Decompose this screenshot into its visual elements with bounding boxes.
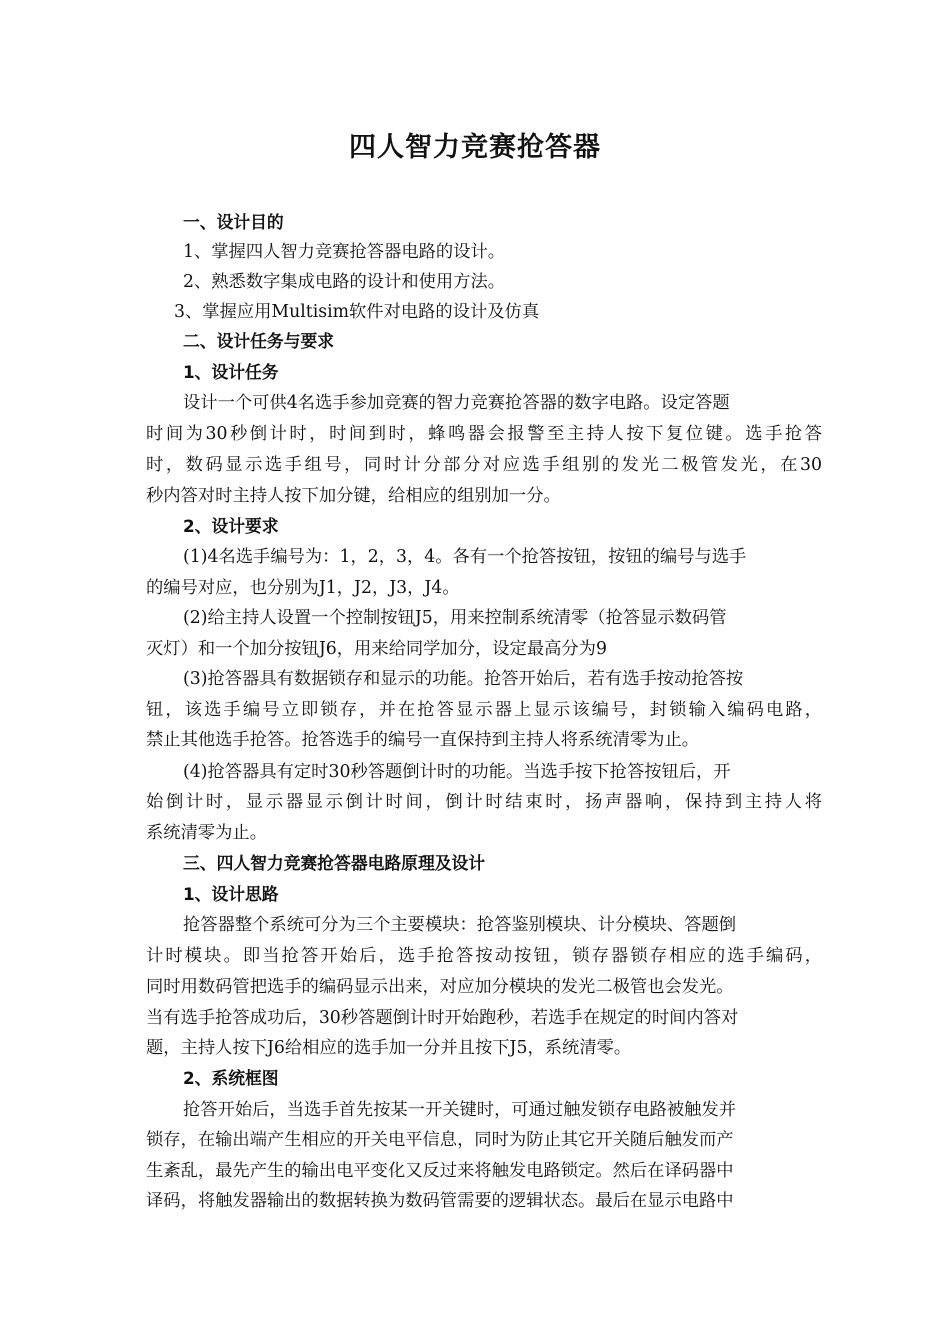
paragraph-line: (3)抢答器具有数据锁存和显示的功能。抢答开始后，若有选手按动抢答按	[183, 669, 744, 689]
paragraph-line: 始倒计时，显示器显示倒计时间，倒计时结束时，扬声器响，保持到主持人将	[146, 792, 822, 812]
paragraph-line: 时，数码显示选手组号，同时计分部分对应选手组别的发光二极管发光，在30	[146, 455, 822, 475]
subsection-heading-block-diagram: 2、系统框图	[183, 1068, 279, 1088]
paragraph-line: 抢答开始后，当选手首先按某一开关键时，可通过触发锁存电路被触发并	[183, 1100, 737, 1120]
paragraph-line: 当有选手抢答成功后，30秒答题倒计时开始跑秒，若选手在规定的时间内答对	[146, 1008, 739, 1028]
objective-item-1: 1、掌握四人智力竞赛抢答器电路的设计。	[183, 242, 506, 262]
paragraph-line: 计时模块。即当抢答开始后，选手抢答按动按钮，锁存器锁存相应的选手编码，	[146, 946, 822, 966]
paragraph-line: 题，主持人按下J6给相应的选手加一分并且按下J5，系统清零。	[146, 1038, 632, 1058]
subsection-heading-task: 1、设计任务	[183, 362, 279, 382]
paragraph-line: 设计一个可供4名选手参加竞赛的智力竞赛抢答器的数字电路。设定答题	[183, 393, 730, 413]
paragraph-line: (2)给主持人设置一个控制按钮J5，用来控制系统清零（抢答显示数码管	[183, 608, 727, 628]
paragraph-line: 秒内答对时主持人按下加分键，给相应的组别加一分。	[146, 486, 561, 506]
paragraph-line: 时间为30秒倒计时，时间到时，蜂鸣器会报警至主持人按下复位键。选手抢答	[146, 424, 822, 444]
paragraph-line: 生紊乱，最先产生的输出电平变化又反过来将触发电路锁定。然后在译码器中	[146, 1161, 734, 1181]
paragraph-line: (1)4名选手编号为：1，2，3，4。各有一个抢答按钮，按钮的编号与选手	[183, 547, 747, 567]
paragraph-line: 灭灯）和一个加分按钮J6，用来给同学加分，设定最高分为9	[146, 639, 607, 659]
paragraph-line: 的编号对应，也分别为J1，J2，J3，J4。	[146, 578, 460, 598]
paragraph-line: 系统清零为止。	[146, 823, 267, 843]
section-heading-3: 三、四人智力竞赛抢答器电路原理及设计	[183, 853, 486, 873]
paragraph-line: 禁止其他选手抢答。抢答选手的编号一直保持到主持人将系统清零为止。	[146, 730, 700, 750]
paragraph-line: 译码，将触发器输出的数据转换为数码管需要的逻辑状态。最后在显示电路中	[146, 1191, 734, 1211]
subsection-heading-design-idea: 1、设计思路	[183, 884, 279, 904]
paragraph-line: 抢答器整个系统可分为三个主要模块：抢答鉴别模块、计分模块、答题倒	[183, 915, 737, 935]
section-heading-1: 一、设计目的	[183, 212, 284, 232]
subsection-heading-requirements: 2、设计要求	[183, 516, 279, 536]
section-heading-2: 二、设计任务与要求	[183, 331, 335, 351]
paragraph-line: 钮，该选手编号立即锁存，并在抢答显示器上显示该编号，封锁输入编码电路，	[146, 700, 822, 720]
objective-item-3: 3、掌握应用Multisim软件对电路的设计及仿真	[174, 302, 540, 322]
objective-item-2: 2、熟悉数字集成电路的设计和使用方法。	[183, 272, 506, 292]
paragraph-line: (4)抢答器具有定时30秒答题倒计时的功能。当选手按下抢答按钮后，开	[183, 762, 731, 782]
document-title: 四人智力竞赛抢答器	[349, 132, 601, 163]
paragraph-line: 同时用数码管把选手的编码显示出来，对应加分模块的发光二极管也会发光。	[146, 977, 734, 997]
paragraph-line: 锁存，在输出端产生相应的开关电平信息，同时为防止其它开关随后触发而产	[146, 1130, 734, 1150]
